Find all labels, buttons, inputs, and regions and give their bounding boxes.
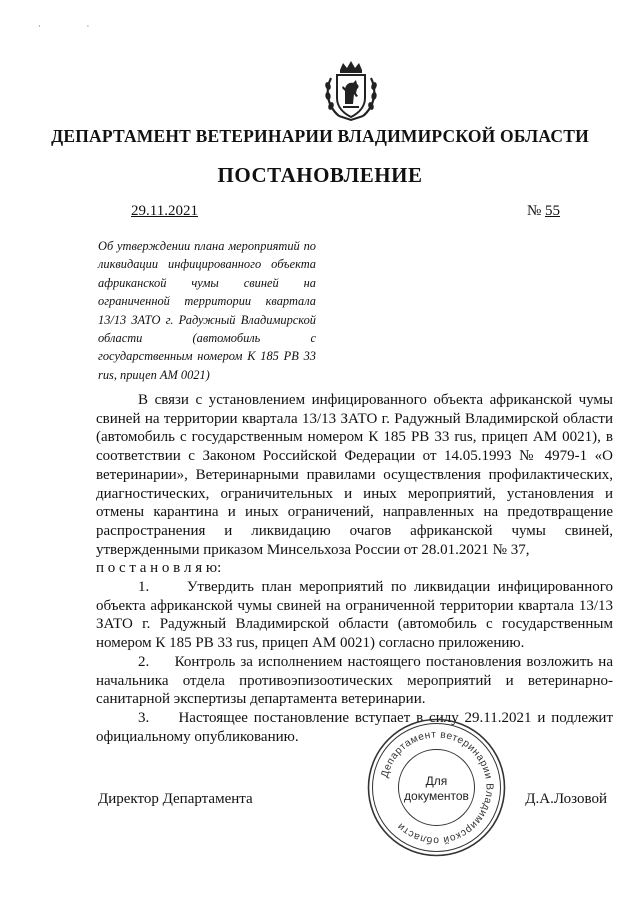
scan-specks: · · bbox=[38, 22, 112, 31]
department-title: ДЕПАРТАМЕНТ ВЕТЕРИНАРИИ ВЛАДИМИРСКОЙ ОБЛАСТИ bbox=[51, 126, 589, 146]
list-item bbox=[96, 709, 613, 746]
item-number: 2. bbox=[138, 653, 150, 670]
list-item bbox=[96, 653, 613, 709]
document-subject: Об утверждении плана мероприятий по ликвидации инфицированного объекта африканской чумы свиней на ограниченной территории квартала 13/13 ЗАТО г. Радужный Владимирской области (автомобиль с государственным номером К 185 РВ 33 rus, прицеп АМ 0021) bbox=[98, 239, 316, 382]
preamble-paragraph: В связи с установлением инфицированного объекта африканской чумы свиней на территории квартала 13/13 ЗАТО г. Радужный Владимирской области (автомобиль с государственным номером К 185 РВ 33 rus, прицеп АМ 0021), в соответствии с Законом Российской Федерации от 14.05.1993 № 4979-1 «О ветеринарии», Ветеринарными правилами осуществления профилактических, диагностических, ограничительных и иных мероприятий, установления и отмены карантина и иных ограничений, направленных на предотвращение распространения и ликвидацию очагов африканской чумы свиней, утвержденными приказом Минсельхоза России от 28.01.2021 № 37, bbox=[96, 392, 613, 558]
item-text: Настоящее постановление вступает в силу 29.11.2021 и подлежит официальному опубликованию. bbox=[96, 709, 614, 745]
number-prefix: № bbox=[526, 203, 542, 219]
item-number: 3. bbox=[138, 709, 150, 726]
document-number bbox=[527, 203, 560, 220]
number-value: 55 bbox=[545, 203, 560, 219]
document-type-title: ПОСТАНОВЛЕНИЕ bbox=[217, 163, 423, 187]
document-body bbox=[96, 391, 613, 746]
official-stamp bbox=[365, 716, 508, 859]
item-number: 1. bbox=[138, 579, 150, 596]
coat-of-arms-emblem bbox=[323, 60, 379, 122]
stamp-center-line1: Для bbox=[425, 774, 448, 788]
item-text: Контроль за исполнением настоящего постановления возложить на начальника отдела противоэпизоотических мероприятий и ветеринарно-санитарной экспертизы департамента ветеринарии. bbox=[96, 653, 613, 708]
decree-word: п о с т а н о в л я ю: bbox=[96, 560, 222, 577]
list-item bbox=[96, 578, 613, 653]
stamp-center-line2: документов bbox=[404, 789, 469, 803]
item-text: Утвердить план мероприятий по ликвидации инфицированного объекта африканской чумы свиней на ограниченной территории квартала 13/13 ЗАТО г. Радужный Владимирской области (автомобиль с государственным номером К 185 РВ 33 rus, прицеп АМ 0021) согласно приложению. bbox=[96, 579, 614, 652]
signatory-name: Д.А.Лозовой bbox=[525, 791, 607, 807]
signatory-position: Директор Департамента bbox=[98, 791, 253, 807]
document-date: 29.11.2021 bbox=[131, 203, 198, 219]
stamp-ring-text: Департамент ветеринарии Владимирской области bbox=[379, 729, 495, 846]
